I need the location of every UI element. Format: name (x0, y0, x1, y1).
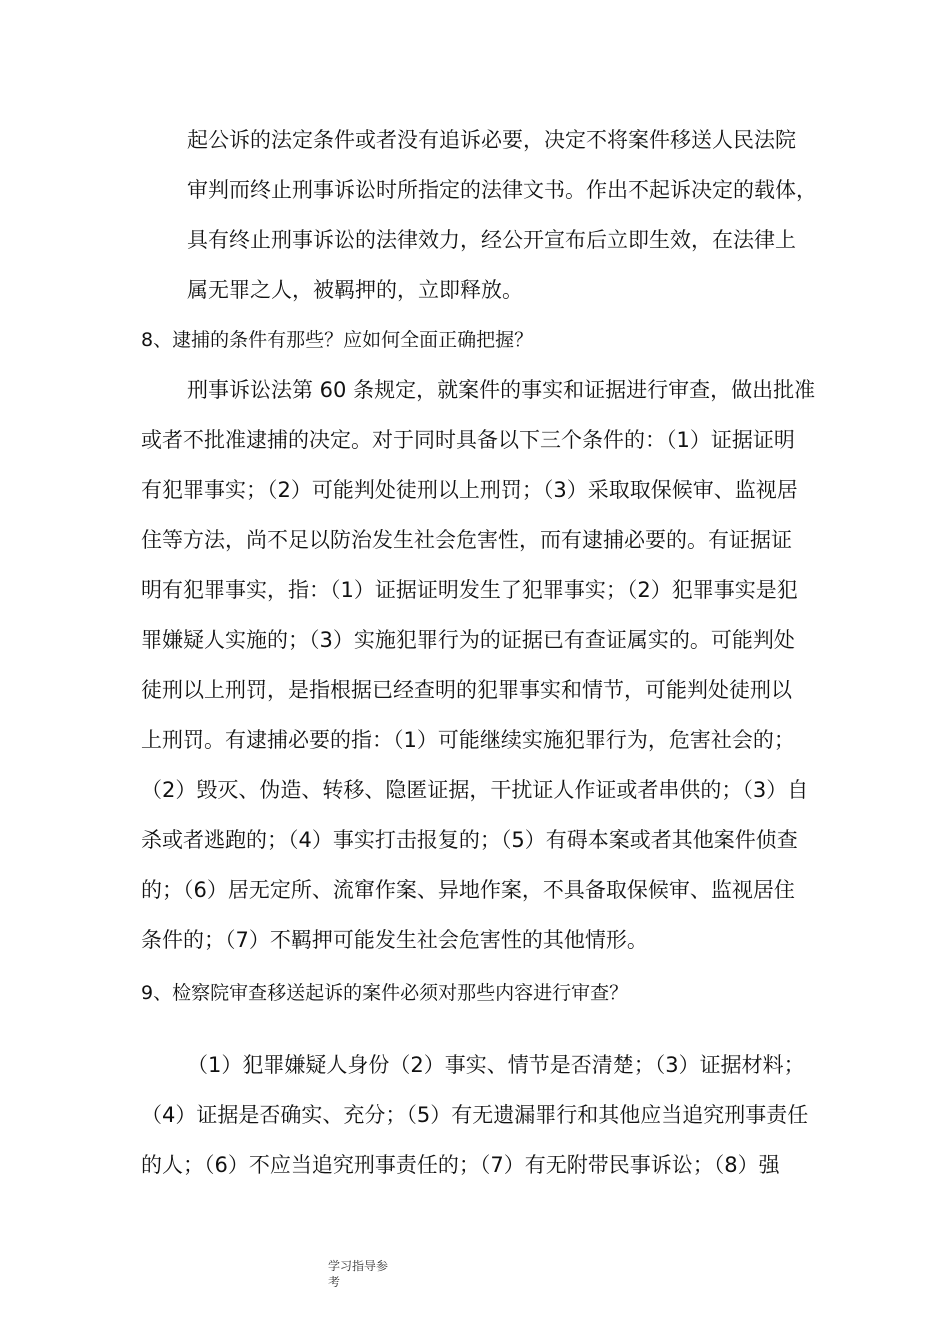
question-8-heading: 8、逮捕的条件有那些？应如何全面正确把握？ (141, 329, 534, 351)
answer-8-line-4: 住等方法，尚不足以防治发生社会危害性，而有逮捕必要的。有证据证 (141, 528, 792, 552)
answer-8-line-10: 杀或者逃跑的；（4）事实打击报复的；（5）有碍本案或者其他案件侦查 (141, 828, 798, 852)
answer-8-line-1: 刑事诉讼法第 60 条规定，就案件的事实和证据进行审查，做出批准 (187, 378, 816, 402)
intro-line-4: 属无罪之人，被羁押的，立即释放。 (187, 278, 523, 302)
intro-line-3: 具有终止刑事诉讼的法律效力，经公开宣布后立即生效，在法律上 (187, 228, 796, 252)
answer-8-line-12: 条件的；（7）不羁押可能发生社会危害性的其他情形。 (141, 928, 648, 952)
question-9-heading: 9、检察院审查移送起诉的案件必须对那些内容进行审查？ (141, 982, 629, 1004)
footer-line-2: 考 (328, 1275, 341, 1289)
intro-line-1: 起公诉的法定条件或者没有追诉必要，决定不将案件移送人民法院 (187, 128, 796, 152)
footer-line-1: 学习指导参 (328, 1259, 389, 1273)
answer-9-line-2: （4）证据是否确实、充分；（5）有无遗漏罪行和其他应当追究刑事责任 (141, 1103, 809, 1127)
answer-8-line-6: 罪嫌疑人实施的；（3）实施犯罪行为的证据已有查证属实的。可能判处 (141, 628, 795, 652)
answer-8-line-2: 或者不批准逮捕的决定。对于同时具备以下三个条件的：（1）证据证明 (141, 428, 795, 452)
answer-8-line-8: 上刑罚。有逮捕必要的指：（1）可能继续实施犯罪行为，危害社会的； (141, 728, 795, 752)
answer-8-line-5: 明有犯罪事实，指：（1）证据证明发生了犯罪事实；（2）犯罪事实是犯 (141, 578, 798, 602)
answer-8-line-9: （2）毁灭、伪造、转移、隐匿证据，干扰证人作证或者串供的；（3）自 (141, 778, 809, 802)
intro-line-2: 审判而终止刑事诉讼时所指定的法律文书。作出不起诉决定的载体， (187, 178, 817, 202)
answer-8-line-3: 有犯罪事实；（2）可能判处徒刑以上刑罚；（3）采取取保候审、监视居 (141, 478, 798, 502)
answer-8-line-11: 的；（6）居无定所、流窜作案、异地作案，不具备取保候审、监视居住 (141, 878, 795, 902)
answer-9-line-1: （1）犯罪嫌疑人身份（2）事实、情节是否清楚；（3）证据材料； (187, 1053, 805, 1077)
answer-9-line-3: 的人；（6）不应当追究刑事责任的；（7）有无附带民事诉讼；（8）强 (141, 1153, 780, 1177)
answer-8-line-7: 徒刑以上刑罚，是指根据已经查明的犯罪事实和情节，可能判处徒刑以 (141, 678, 792, 702)
